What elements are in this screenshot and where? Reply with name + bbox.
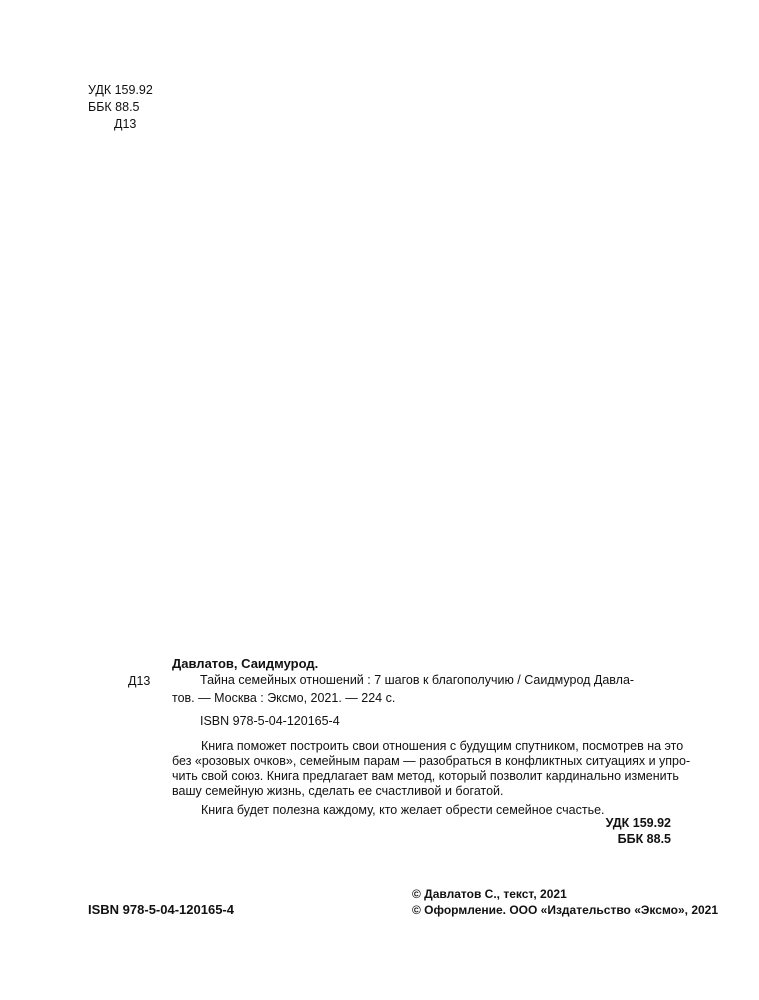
author-heading: Давлатов, Саидмурод. <box>172 656 319 671</box>
audience-note: Книга будет полезна каждому, кто желает обрести семейное счастье. <box>201 803 605 817</box>
bbk-code-top: ББК 88.5 <box>88 100 140 114</box>
isbn-record: ISBN 978-5-04-120165-4 <box>200 714 340 728</box>
abstract-line-4: вашу семейную жизнь, сделать ее счастливой и богатой. <box>172 784 504 798</box>
abstract <box>172 739 691 799</box>
copyright-text: © Давлатов С., текст, 2021 <box>412 887 567 901</box>
bbk-code-record: ББК 88.5 <box>617 832 671 846</box>
isbn-bottom: ISBN 978-5-04-120165-4 <box>88 902 234 917</box>
title-line-1: Тайна семейных отношений : 7 шагов к благополучию / Саидмурод Давла- <box>200 673 635 687</box>
udk-code-record: УДК 159.92 <box>605 816 671 830</box>
abstract-line-2: без «розовых очков», семейным парам — разобраться в конфликтных ситуациях и упро- <box>172 754 691 768</box>
udk-code-top: УДК 159.92 <box>88 83 153 97</box>
author-mark: Д13 <box>128 674 151 688</box>
abstract-line-1: Книга поможет построить свои отношения с будущим спутником, посмотрев на это <box>201 739 684 753</box>
abstract-line-3: чить свой союз. Книга предлагает вам метод, который позволит кардинально изменить <box>172 769 679 783</box>
copyright-design: © Оформление. ООО «Издательство «Эксмо», 2021 <box>412 903 719 917</box>
title-line-2: тов. — Москва : Эксмо, 2021. — 224 с. <box>172 691 396 705</box>
author-mark-top: Д13 <box>114 117 137 131</box>
